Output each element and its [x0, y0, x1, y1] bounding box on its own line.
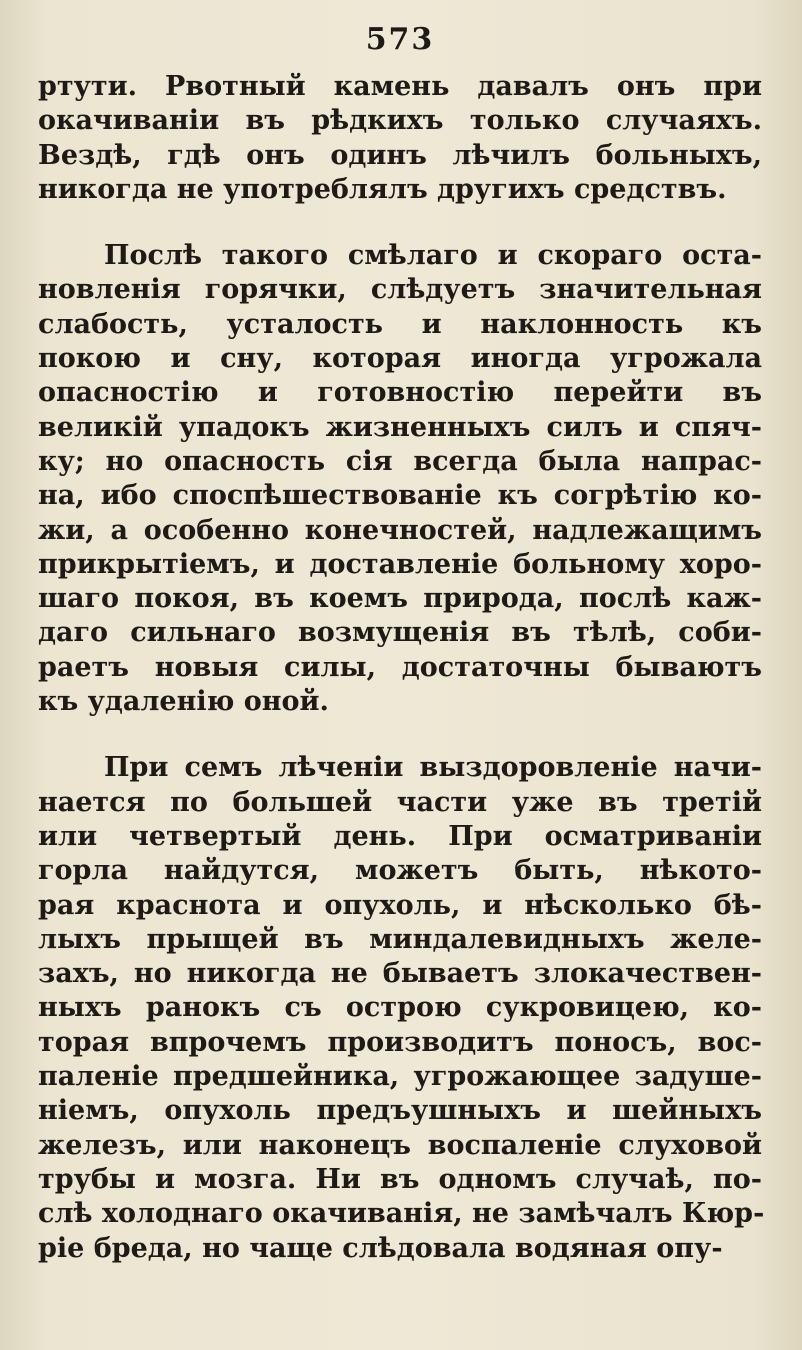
- paragraph: [38, 70, 762, 207]
- paragraph: [38, 751, 765, 1265]
- text-line: новленія горячки, слѣдуетъ значительная: [38, 274, 762, 306]
- text-body: [38, 70, 765, 1266]
- text-line: къ удаленію оной.: [38, 686, 329, 718]
- text-line: железъ, или наконецъ воспаленіе слуховой: [38, 1129, 762, 1161]
- text-line: окачиваніи въ рѣдкихъ только случаяхъ.: [38, 105, 762, 137]
- text-line: даго сильнаго возмущенія въ тѣлѣ, соби-: [38, 617, 762, 649]
- text-line: ку; но опасность сія всегда была напрас-: [38, 445, 762, 477]
- text-line: При семъ лѣченіи выздоровленіе начи-: [104, 752, 762, 784]
- text-line: горла найдутся, можетъ быть, нѣкото-: [38, 855, 762, 887]
- text-line: раетъ новыя силы, достаточны бываютъ: [38, 651, 762, 683]
- text-line: на, ибо споспѣшествованіе къ согрѣтію ко-: [38, 480, 762, 512]
- text-line: захъ, но никогда не бываетъ злокачествен-: [38, 958, 762, 990]
- text-line: слабость, усталость и наклонность къ: [38, 308, 762, 340]
- text-line: жи, а особенно конечностей, надлежащимъ: [38, 514, 762, 546]
- text-line: рая краснота и опухоль, и нѣсколько бѣ-: [38, 889, 762, 921]
- text-line: или четвертый день. При осматриваніи: [38, 820, 762, 852]
- text-line: шаго покоя, въ коемъ природа, послѣ каж-: [38, 583, 762, 615]
- text-line: трубы и мозга. Ни въ одномъ случаѣ, по-: [38, 1163, 762, 1195]
- text-line: никогда не употреблялъ другихъ средствъ.: [38, 173, 727, 205]
- text-line: великій упадокъ жизненныхъ силъ и спяч-: [38, 411, 762, 443]
- text-line: ртути. Рвотный камень давалъ онъ при: [38, 71, 762, 102]
- text-line: слѣ холоднаго окачиванія, не замѣчалъ Кюр-: [38, 1198, 765, 1230]
- text-line: ніемъ, опухоль предъушныхъ и шейныхъ: [38, 1095, 762, 1127]
- text-line: опасностію и готовностію перейти въ: [38, 377, 762, 409]
- text-line: ріе бреда, но чаще слѣдовала водяная опу-: [38, 1232, 723, 1264]
- text-line: лыхъ прыщей въ миндалевидныхъ желе-: [38, 923, 762, 955]
- text-line: нается по большей части уже въ третій: [38, 786, 762, 818]
- paragraph: [38, 239, 762, 719]
- text-line: Вездѣ, гдѣ онъ одинъ лѣчилъ больныхъ,: [38, 139, 762, 171]
- paragraph-gap: [38, 719, 762, 751]
- text-line: торая впрочемъ производитъ поносъ, вос-: [38, 1026, 762, 1058]
- text-line: ныхъ ранокъ съ острою сукровицею, ко-: [38, 992, 762, 1024]
- paragraph-gap: [38, 207, 762, 239]
- text-line: Послѣ такого смѣлаго и скораго оста-: [104, 240, 762, 272]
- page-number: 573: [365, 22, 435, 57]
- text-line: покою и сну, которая иногда угрожала: [38, 343, 762, 375]
- text-line: прикрытіемъ, и доставленіе больному хоро-: [38, 548, 762, 580]
- text-line: паленіе предшейника, угрожающее задуше-: [38, 1061, 762, 1093]
